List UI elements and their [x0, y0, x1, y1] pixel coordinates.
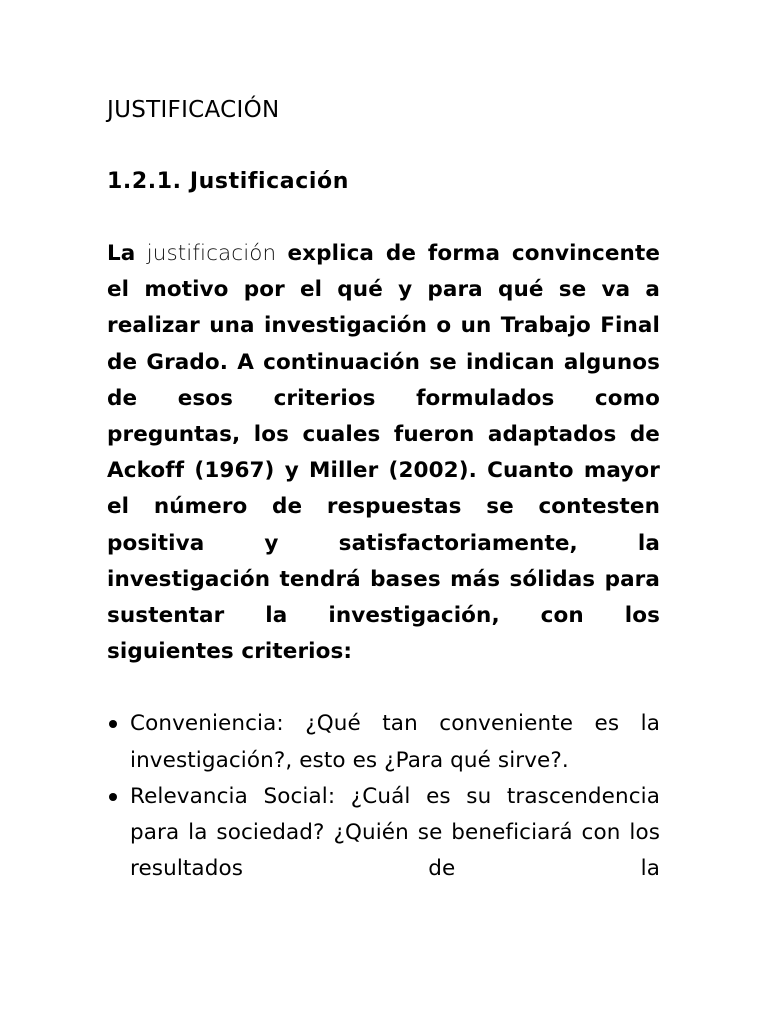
document-page: [107, 92, 660, 887]
document-title: JUSTIFICACIÓN: [107, 97, 280, 123]
section-heading: 1.2.1. Justificación: [107, 169, 350, 194]
list-item-text: Relevancia Social: ¿Cuál es su trascendencia para la sociedad? ¿Quién se beneficiará con los resultados de la: [130, 783, 660, 882]
list-item: [107, 706, 660, 778]
paragraph-lead-term: justificación: [146, 241, 277, 266]
bullet-icon: [109, 720, 117, 728]
paragraph-body: explica de forma convincente el motivo por el qué y para qué se va a realizar una investigación o un Trabajo Final de Grado. A continuación se indican algunos de esos criterios formulados como preguntas, los cuales fueron adaptados de Ackoff (1967) y Miller (2002). Cuanto mayor el número de respuestas se contesten positiva y satisfactoriamente, la investigación tendrá bases más sólidas para sustentar la investigación, con los siguientes criterios:: [107, 241, 661, 665]
list-item-text: Conveniencia: ¿Qué tan conveniente es la investigación?, esto es ¿Para qué sirve?.: [130, 711, 660, 773]
justification-paragraph: [107, 236, 660, 670]
bullet-icon: [109, 793, 117, 801]
list-item: [107, 779, 660, 888]
paragraph-lead-word: La: [107, 241, 136, 266]
criteria-list: [107, 706, 660, 887]
